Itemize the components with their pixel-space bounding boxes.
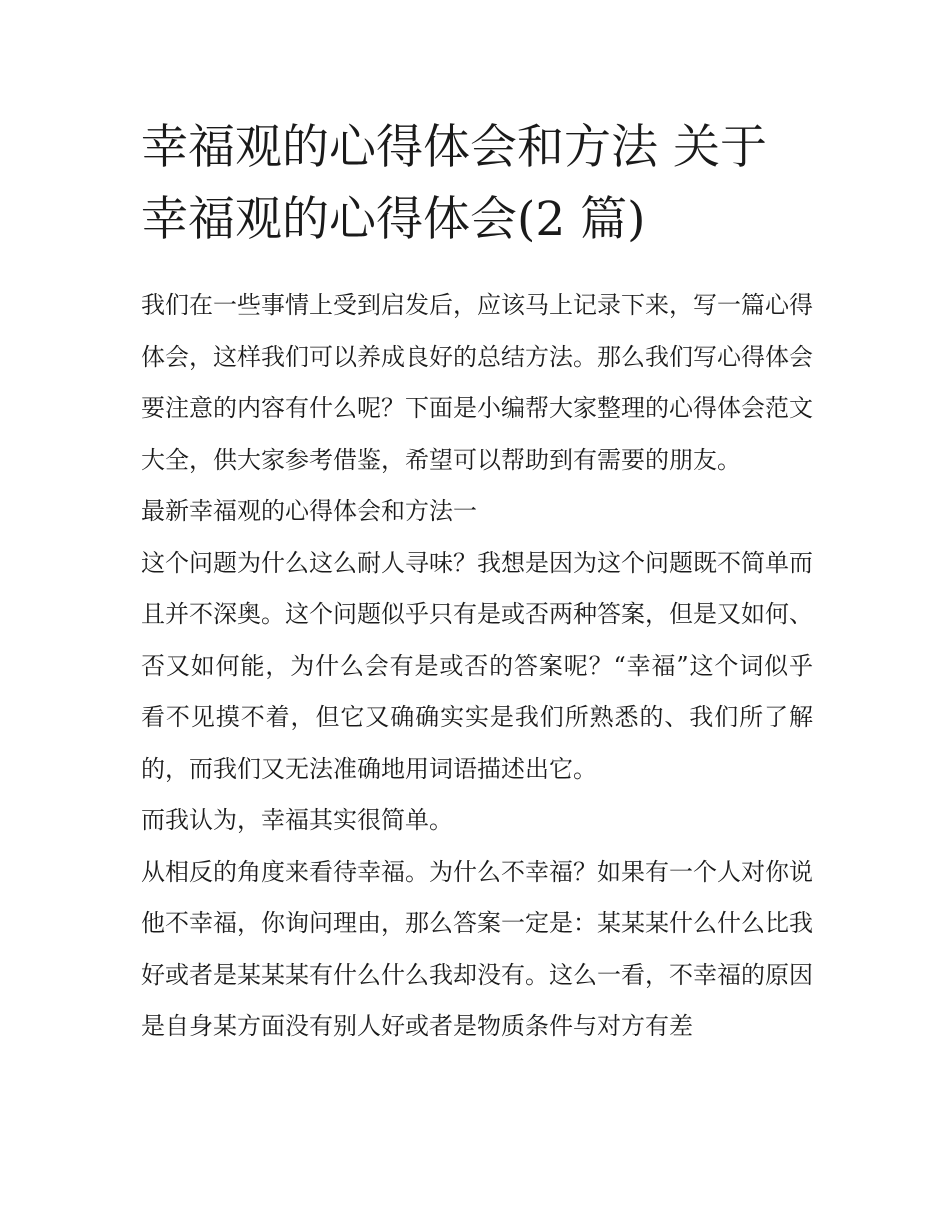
body-paragraph: 从相反的角度来看待幸福。为什么不幸福？如果有一个人对你说他不幸福，你询问理由，那么答案一定是：某某某什么什么比我好或者是某某某有什么什么我却没有。这么一看，不幸福的原因是自身某方面没有别人好或者是物质条件与对方有差 [141, 857, 813, 1040]
intro-paragraph: 我们在一些事情上受到启发后，应该马上记录下来，写一篇心得体会，这样我们可以养成良好的总结方法。那么我们写心得体会要注意的内容有什么呢？下面是小编帮大家整理的心得体会范文大全，供大家参考借鉴，希望可以帮助到有需要的朋友。 [141, 291, 813, 474]
document-body [141, 280, 813, 1053]
body-paragraph: 而我认为，幸福其实很简单。 [141, 806, 453, 834]
section-heading: 最新幸福观的心得体会和方法一 [141, 497, 477, 525]
document-title: 幸福观的心得体会和方法 关于幸福观的心得体会(2 篇) [141, 120, 767, 247]
document-content [141, 112, 813, 1053]
body-paragraph: 这个问题为什么这么耐人寻味？我想是因为这个问题既不简单而且并不深奥。这个问题似乎只有是或否两种答案，但是又如何、否又如何能，为什么会有是或否的答案呢？“幸福”这个词似乎看不见摸不着，但它又确确实实是我们所熟悉的、我们所了解的，而我们又无法准确地用词语描述出它。 [141, 548, 813, 783]
